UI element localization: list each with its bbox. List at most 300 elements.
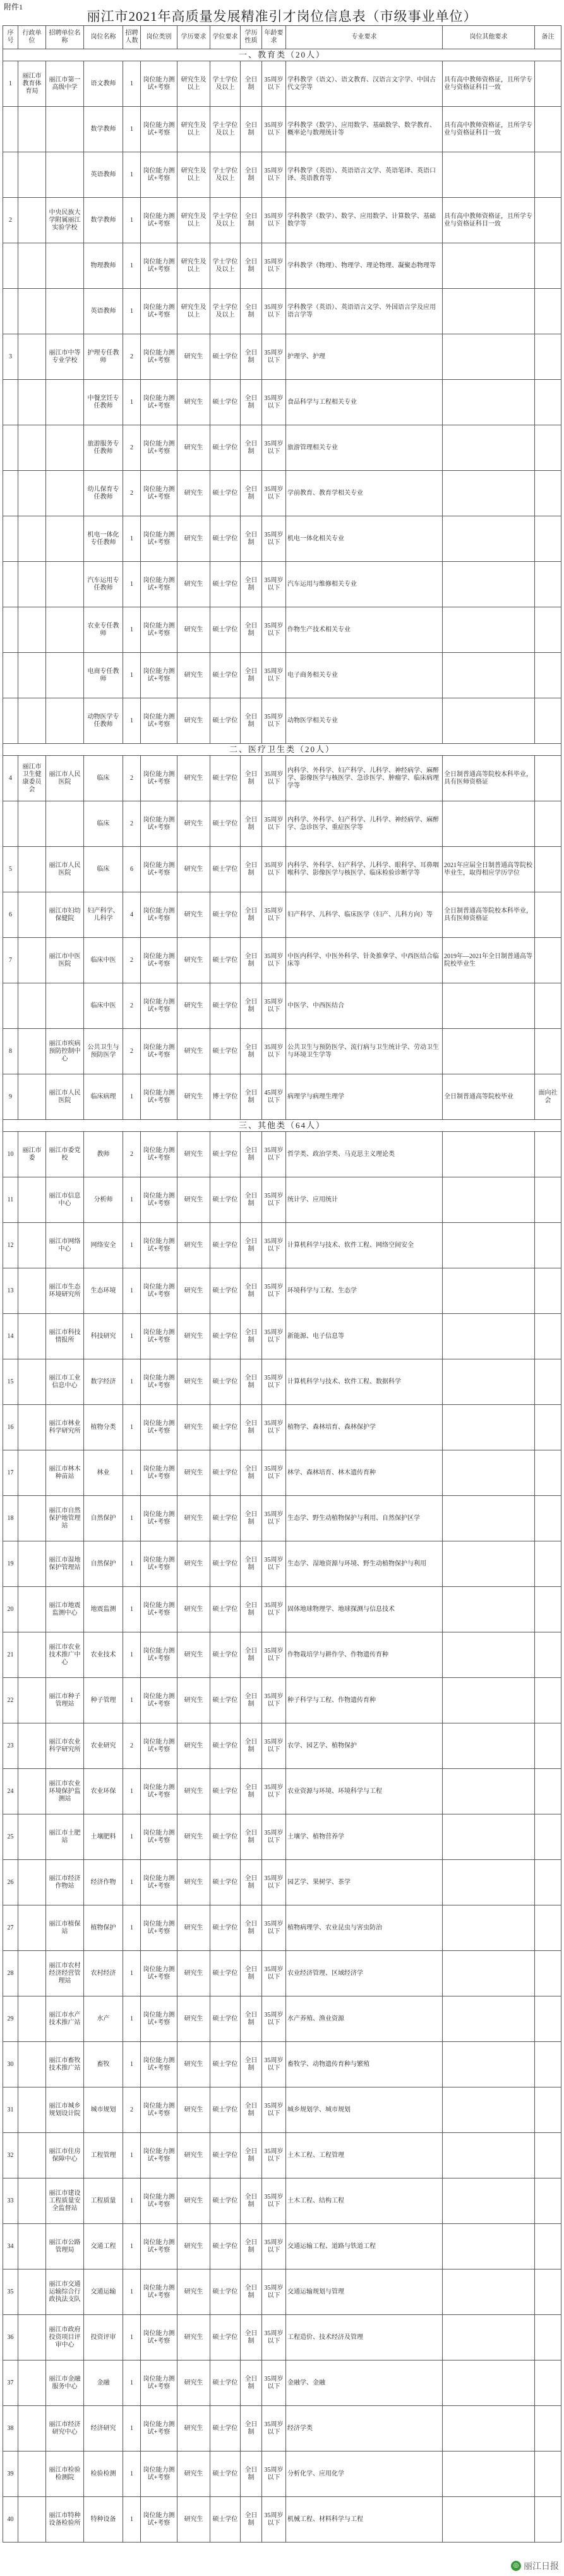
cell-other <box>443 243 535 289</box>
cell-major: 工程造价、技术经济及管理 <box>286 2315 443 2360</box>
cell-deg: 硕士学位 <box>210 1769 241 1814</box>
cell-org: 丽江市水产技术推广站 <box>46 1996 84 2042</box>
cell-deg: 硕士学位 <box>210 1814 241 1860</box>
cell-num: 2 <box>123 983 141 1029</box>
cell-num: 2 <box>123 471 141 516</box>
cell-org <box>46 152 84 198</box>
cell-note <box>535 653 561 698</box>
cell-post: 自然保护 <box>84 1496 123 1541</box>
cell-edu: 研究生 <box>177 801 210 847</box>
table-row <box>3 607 561 653</box>
cell-age: 35周岁以下 <box>262 1450 286 1496</box>
table-row <box>3 425 561 471</box>
cell-org <box>46 653 84 698</box>
cell-post: 检验检测 <box>84 2451 123 2497</box>
cell-other <box>443 1029 535 1074</box>
cell-other <box>443 1496 535 1541</box>
table-row <box>3 1951 561 1996</box>
cell-deg: 学士学位及以上 <box>210 107 241 152</box>
cell-major: 园艺学、果树学、茶学 <box>286 1860 443 1905</box>
cell-other <box>443 380 535 425</box>
cell-note <box>535 1996 561 2042</box>
cell-edu: 研究生 <box>177 2406 210 2451</box>
cell-age: 35周岁以下 <box>262 1996 286 2042</box>
cell-age: 35周岁以下 <box>262 380 286 425</box>
cell-nature: 全日制 <box>241 198 262 243</box>
section-title: 一、教育类（20人） <box>3 49 561 61</box>
cell-nature: 全日制 <box>241 607 262 653</box>
cell-unit <box>18 1905 46 1951</box>
cell-no: 37 <box>3 2360 18 2406</box>
cell-type: 岗位能力测试+考察 <box>141 107 177 152</box>
cell-other <box>443 1450 535 1496</box>
cell-num: 1 <box>123 2451 141 2497</box>
cell-org: 丽江市检验检测院 <box>46 2451 84 2497</box>
cell-other <box>443 1678 535 1723</box>
cell-unit <box>18 2178 46 2224</box>
cell-note <box>535 425 561 471</box>
cell-age: 35周岁以下 <box>262 562 286 607</box>
cell-other <box>443 2087 535 2133</box>
cell-unit <box>18 1496 46 1541</box>
cell-nature: 全日制 <box>241 1951 262 1996</box>
cell-major: 机电一体化相关专业 <box>286 516 443 562</box>
cell-type: 岗位能力测试+考察 <box>141 61 177 107</box>
cell-age: 35周岁以下 <box>262 2497 286 2543</box>
cell-nature: 全日制 <box>241 425 262 471</box>
cell-note <box>535 983 561 1029</box>
cell-num: 1 <box>123 607 141 653</box>
cell-type: 岗位能力测试+考察 <box>141 2406 177 2451</box>
cell-nature: 全日制 <box>241 1450 262 1496</box>
cell-nature: 全日制 <box>241 61 262 107</box>
cell-age: 35周岁以下 <box>262 1678 286 1723</box>
cell-other <box>443 289 535 334</box>
cell-other <box>443 1223 535 1268</box>
cell-org <box>46 425 84 471</box>
cell-org: 丽江市人民医院 <box>46 847 84 892</box>
cell-edu: 研究生 <box>177 2315 210 2360</box>
cell-age: 35周岁以下 <box>262 1405 286 1450</box>
cell-org: 丽江市农业技术推广中心 <box>46 1632 84 1678</box>
cell-deg: 硕士学位 <box>210 2042 241 2087</box>
cell-no <box>3 380 18 425</box>
header-cell: 招聘人数 <box>123 26 141 49</box>
cell-deg: 硕士学位 <box>210 2497 241 2543</box>
header-cell: 岗位其他要求 <box>443 26 535 49</box>
cell-nature: 全日制 <box>241 983 262 1029</box>
cell-edu: 研究生 <box>177 756 210 801</box>
cell-no: 24 <box>3 1769 18 1814</box>
cell-no: 26 <box>3 1860 18 1905</box>
cell-type: 岗位能力测试+考察 <box>141 1029 177 1074</box>
cell-nature: 全日制 <box>241 801 262 847</box>
cell-note <box>535 198 561 243</box>
cell-major: 植物病理学、农业昆虫与害虫防治 <box>286 1905 443 1951</box>
cell-nature: 全日制 <box>241 1905 262 1951</box>
cell-no: 35 <box>3 2269 18 2315</box>
cell-deg: 博士学位 <box>210 1074 241 1120</box>
cell-other: 具有高中教师资格证，且所学专业与资格证科目一致 <box>443 198 535 243</box>
cell-unit <box>18 847 46 892</box>
table-row <box>3 1314 561 1359</box>
table-row <box>3 1223 561 1268</box>
cell-note <box>535 2133 561 2178</box>
cell-post: 物理教师 <box>84 243 123 289</box>
cell-age: 35周岁以下 <box>262 243 286 289</box>
cell-org: 丽江市中医医院 <box>46 938 84 983</box>
cell-type: 岗位能力测试+考察 <box>141 1541 177 1587</box>
cell-other <box>443 1359 535 1405</box>
cell-type: 岗位能力测试+考察 <box>141 1450 177 1496</box>
section-header-row <box>3 49 561 61</box>
header-cell: 岗位名称 <box>84 26 123 49</box>
cell-edu: 研究生 <box>177 1223 210 1268</box>
cell-post: 林业 <box>84 1450 123 1496</box>
newspaper-logo-icon: ◎ <box>511 2561 521 2571</box>
cell-no: 18 <box>3 1496 18 1541</box>
cell-other <box>443 516 535 562</box>
cell-no <box>3 653 18 698</box>
cell-num: 2 <box>123 801 141 847</box>
cell-other <box>443 607 535 653</box>
cell-nature: 全日制 <box>241 1814 262 1860</box>
cell-nature: 全日制 <box>241 653 262 698</box>
table-row <box>3 1496 561 1541</box>
cell-org: 丽江市建设工程质量安全监督站 <box>46 2178 84 2224</box>
cell-nature: 全日制 <box>241 471 262 516</box>
cell-edu: 研究生 <box>177 1996 210 2042</box>
cell-unit <box>18 1177 46 1223</box>
cell-post: 农业技术 <box>84 1632 123 1678</box>
cell-unit <box>18 2269 46 2315</box>
cell-age: 35周岁以下 <box>262 1587 286 1632</box>
cell-no <box>3 516 18 562</box>
cell-type: 岗位能力测试+考察 <box>141 334 177 380</box>
table-row <box>3 1996 561 2042</box>
cell-no <box>3 801 18 847</box>
cell-nature: 全日制 <box>241 1769 262 1814</box>
cell-nature: 全日制 <box>241 1177 262 1223</box>
cell-type: 岗位能力测试+考察 <box>141 1496 177 1541</box>
cell-nature: 全日制 <box>241 2224 262 2269</box>
cell-unit <box>18 1769 46 1814</box>
cell-deg: 硕士学位 <box>210 607 241 653</box>
cell-no <box>3 425 18 471</box>
cell-post: 农业研究 <box>84 1723 123 1769</box>
cell-unit <box>18 380 46 425</box>
cell-post: 旅游服务专任教师 <box>84 425 123 471</box>
cell-no: 19 <box>3 1541 18 1587</box>
cell-major: 植物学、森林培育、森林保护学 <box>286 1405 443 1450</box>
cell-nature: 全日制 <box>241 152 262 198</box>
cell-post: 经济研究 <box>84 2406 123 2451</box>
cell-nature: 全日制 <box>241 516 262 562</box>
cell-edu: 研究生及以上 <box>177 107 210 152</box>
table-row <box>3 198 561 243</box>
cell-post: 自然保护 <box>84 1541 123 1587</box>
table-row <box>3 2087 561 2133</box>
cell-post: 农村经济 <box>84 1951 123 1996</box>
cell-major: 中医内科学、中医外科学、针灸推拿学、中西医结合临床等 <box>286 938 443 983</box>
cell-deg: 硕士学位 <box>210 1132 241 1177</box>
cell-nature: 全日制 <box>241 2315 262 2360</box>
table-row <box>3 1268 561 1314</box>
cell-no: 31 <box>3 2087 18 2133</box>
cell-age: 35周岁以下 <box>262 1223 286 1268</box>
table-row <box>3 1723 561 1769</box>
cell-age: 35周岁以下 <box>262 1132 286 1177</box>
cell-unit <box>18 1314 46 1359</box>
cell-org <box>46 289 84 334</box>
cell-post: 中餐烹饪专任教师 <box>84 380 123 425</box>
cell-note <box>535 1905 561 1951</box>
cell-type: 岗位能力测试+考察 <box>141 1723 177 1769</box>
cell-type: 岗位能力测试+考察 <box>141 198 177 243</box>
table-row <box>3 1450 561 1496</box>
cell-type: 岗位能力测试+考察 <box>141 1359 177 1405</box>
cell-post: 幼儿保育专任教师 <box>84 471 123 516</box>
cell-major: 作物栽培学与耕作学、作物遗传育种 <box>286 1632 443 1678</box>
cell-major: 作物生产技术相关专业 <box>286 607 443 653</box>
cell-unit <box>18 1678 46 1723</box>
cell-no: 6 <box>3 892 18 938</box>
cell-age: 35周岁以下 <box>262 1860 286 1905</box>
cell-unit <box>18 289 46 334</box>
cell-deg: 学士学位及以上 <box>210 198 241 243</box>
cell-note <box>535 1029 561 1074</box>
cell-note <box>535 847 561 892</box>
cell-edu: 研究生 <box>177 607 210 653</box>
cell-num: 1 <box>123 653 141 698</box>
cell-org: 丽江市湿地保护管理站 <box>46 1541 84 1587</box>
cell-post: 汽车运用专任教师 <box>84 562 123 607</box>
cell-type: 岗位能力测试+考察 <box>141 1268 177 1314</box>
cell-org: 丽江市交通运输综合行政执法支队 <box>46 2269 84 2315</box>
cell-post: 妇产科学、儿科学 <box>84 892 123 938</box>
cell-major: 食品科学与工程相关专业 <box>286 380 443 425</box>
table-row <box>3 892 561 938</box>
cell-edu: 研究生 <box>177 1951 210 1996</box>
cell-nature: 全日制 <box>241 1496 262 1541</box>
cell-deg: 硕士学位 <box>210 698 241 744</box>
cell-deg: 硕士学位 <box>210 1496 241 1541</box>
cell-note: 面向社会 <box>535 1074 561 1120</box>
cell-unit <box>18 562 46 607</box>
cell-other <box>443 1132 535 1177</box>
cell-other <box>443 1769 535 1814</box>
cell-note <box>535 61 561 107</box>
cell-org: 中央民族大学附属丽江实验学校 <box>46 198 84 243</box>
cell-age: 35周岁以下 <box>262 2451 286 2497</box>
cell-post: 临床 <box>84 801 123 847</box>
cell-other <box>443 2406 535 2451</box>
cell-edu: 研究生 <box>177 1769 210 1814</box>
cell-deg: 硕士学位 <box>210 2269 241 2315</box>
cell-type: 岗位能力测试+考察 <box>141 1314 177 1359</box>
cell-other <box>443 334 535 380</box>
cell-post: 分析师 <box>84 1177 123 1223</box>
cell-age: 35周岁以下 <box>262 2360 286 2406</box>
cell-num: 1 <box>123 1074 141 1120</box>
cell-type: 岗位能力测试+考察 <box>141 2042 177 2087</box>
cell-num: 1 <box>123 1951 141 1996</box>
cell-num: 1 <box>123 2133 141 2178</box>
cell-major: 土木工程、工程管理 <box>286 2133 443 2178</box>
cell-no <box>3 562 18 607</box>
cell-num: 1 <box>123 1632 141 1678</box>
cell-no: 17 <box>3 1450 18 1496</box>
cell-unit <box>18 243 46 289</box>
cell-age: 35周岁以下 <box>262 2087 286 2133</box>
cell-unit <box>18 2042 46 2087</box>
cell-no: 33 <box>3 2178 18 2224</box>
cell-other <box>443 2360 535 2406</box>
cell-num: 1 <box>123 1678 141 1723</box>
cell-major: 学科教学（语文）、语文教育、汉语言文字学、中国古代文学等 <box>286 61 443 107</box>
cell-age: 35周岁以下 <box>262 2224 286 2269</box>
cell-type: 岗位能力测试+考察 <box>141 1223 177 1268</box>
table-row <box>3 1769 561 1814</box>
cell-nature: 全日制 <box>241 1678 262 1723</box>
cell-note <box>535 1359 561 1405</box>
table-row <box>3 1177 561 1223</box>
cell-edu: 研究生 <box>177 2269 210 2315</box>
cell-type: 岗位能力测试+考察 <box>141 698 177 744</box>
cell-edu: 研究生 <box>177 1314 210 1359</box>
cell-org: 丽江市农村经济经营管理站 <box>46 1951 84 1996</box>
cell-no: 39 <box>3 2451 18 2497</box>
cell-edu: 研究生 <box>177 1359 210 1405</box>
cell-age: 35周岁以下 <box>262 892 286 938</box>
cell-type: 岗位能力测试+考察 <box>141 2224 177 2269</box>
cell-major: 计算机科学与技术、软件工程、数据科学 <box>286 1359 443 1405</box>
cell-type: 岗位能力测试+考察 <box>141 380 177 425</box>
cell-edu: 研究生 <box>177 2178 210 2224</box>
cell-unit <box>18 1450 46 1496</box>
cell-no: 28 <box>3 1951 18 1996</box>
cell-post: 护理专任教师 <box>84 334 123 380</box>
cell-post: 临床病理 <box>84 1074 123 1120</box>
cell-major: 病理学与病理生理学 <box>286 1074 443 1120</box>
cell-major: 农业资源与环境、环境科学与工程 <box>286 1769 443 1814</box>
cell-age: 45周岁以下 <box>262 1074 286 1120</box>
header-cell: 序号 <box>3 26 18 49</box>
cell-post: 临床中医 <box>84 938 123 983</box>
cell-no <box>3 107 18 152</box>
cell-unit <box>18 471 46 516</box>
cell-unit: 丽江市教育体育局 <box>18 61 46 107</box>
cell-org <box>46 698 84 744</box>
table-row <box>3 847 561 892</box>
cell-deg: 硕士学位 <box>210 471 241 516</box>
cell-deg: 硕士学位 <box>210 2133 241 2178</box>
cell-unit <box>18 1996 46 2042</box>
cell-unit <box>18 334 46 380</box>
table-row <box>3 1074 561 1120</box>
cell-other: 具有高中教师资格证，且所学专业与资格证科目一致 <box>443 61 535 107</box>
cell-age: 35周岁以下 <box>262 938 286 983</box>
cell-major: 环境科学与工程、生态学 <box>286 1268 443 1314</box>
cell-note <box>535 1769 561 1814</box>
cell-num: 1 <box>123 152 141 198</box>
cell-edu: 研究生 <box>177 1029 210 1074</box>
cell-age: 35周岁以下 <box>262 1951 286 1996</box>
positions-table <box>3 25 561 2543</box>
cell-org: 丽江市林木种苗站 <box>46 1450 84 1496</box>
cell-other <box>443 2451 535 2497</box>
cell-deg: 硕士学位 <box>210 1723 241 1769</box>
table-row <box>3 2133 561 2178</box>
cell-deg: 硕士学位 <box>210 562 241 607</box>
cell-deg: 硕士学位 <box>210 1678 241 1723</box>
cell-no: 30 <box>3 2042 18 2087</box>
cell-nature: 全日制 <box>241 1587 262 1632</box>
cell-edu: 研究生 <box>177 653 210 698</box>
cell-num: 1 <box>123 1223 141 1268</box>
cell-unit <box>18 1359 46 1405</box>
cell-nature: 全日制 <box>241 756 262 801</box>
cell-nature: 全日制 <box>241 1132 262 1177</box>
cell-no: 5 <box>3 847 18 892</box>
cell-edu: 研究生 <box>177 2133 210 2178</box>
cell-other <box>443 698 535 744</box>
cell-major: 土壤学、植物营养学 <box>286 1814 443 1860</box>
cell-note <box>535 380 561 425</box>
cell-age: 35周岁以下 <box>262 1769 286 1814</box>
cell-note <box>535 471 561 516</box>
cell-post: 经济作物 <box>84 1860 123 1905</box>
cell-num: 1 <box>123 2042 141 2087</box>
table-row <box>3 2042 561 2087</box>
cell-age: 35周岁以下 <box>262 289 286 334</box>
cell-type: 岗位能力测试+考察 <box>141 2087 177 2133</box>
cell-other <box>443 653 535 698</box>
cell-major: 生态学、湿地资源与环境、野生动植物保护与利用 <box>286 1541 443 1587</box>
cell-unit <box>18 1951 46 1996</box>
cell-org: 丽江市人民医院 <box>46 1074 84 1120</box>
cell-nature: 全日制 <box>241 847 262 892</box>
cell-age: 35周岁以下 <box>262 2406 286 2451</box>
header-cell: 行政单位 <box>18 26 46 49</box>
cell-post: 公共卫生与预防医学 <box>84 1029 123 1074</box>
cell-deg: 硕士学位 <box>210 756 241 801</box>
cell-unit <box>18 516 46 562</box>
header-cell: 岗位类别 <box>141 26 177 49</box>
cell-deg: 硕士学位 <box>210 425 241 471</box>
cell-post: 网络安全 <box>84 1223 123 1268</box>
cell-no <box>3 471 18 516</box>
cell-unit <box>18 1587 46 1632</box>
cell-note <box>535 1223 561 1268</box>
cell-no: 9 <box>3 1074 18 1120</box>
cell-no: 11 <box>3 1177 18 1223</box>
cell-age: 35周岁以下 <box>262 801 286 847</box>
cell-num: 1 <box>123 2315 141 2360</box>
cell-age: 35周岁以下 <box>262 1177 286 1223</box>
cell-nature: 全日制 <box>241 562 262 607</box>
cell-major: 农业经济管理、区域经济学 <box>286 1951 443 1996</box>
cell-org: 丽江市工业信息中心 <box>46 1359 84 1405</box>
cell-note <box>535 1678 561 1723</box>
cell-major: 交通运输规划与管理 <box>286 2269 443 2315</box>
cell-num: 1 <box>123 2360 141 2406</box>
cell-type: 岗位能力测试+考察 <box>141 2178 177 2224</box>
table-row <box>3 107 561 152</box>
cell-post: 畜牧 <box>84 2042 123 2087</box>
cell-unit <box>18 1029 46 1074</box>
table-row <box>3 1029 561 1074</box>
